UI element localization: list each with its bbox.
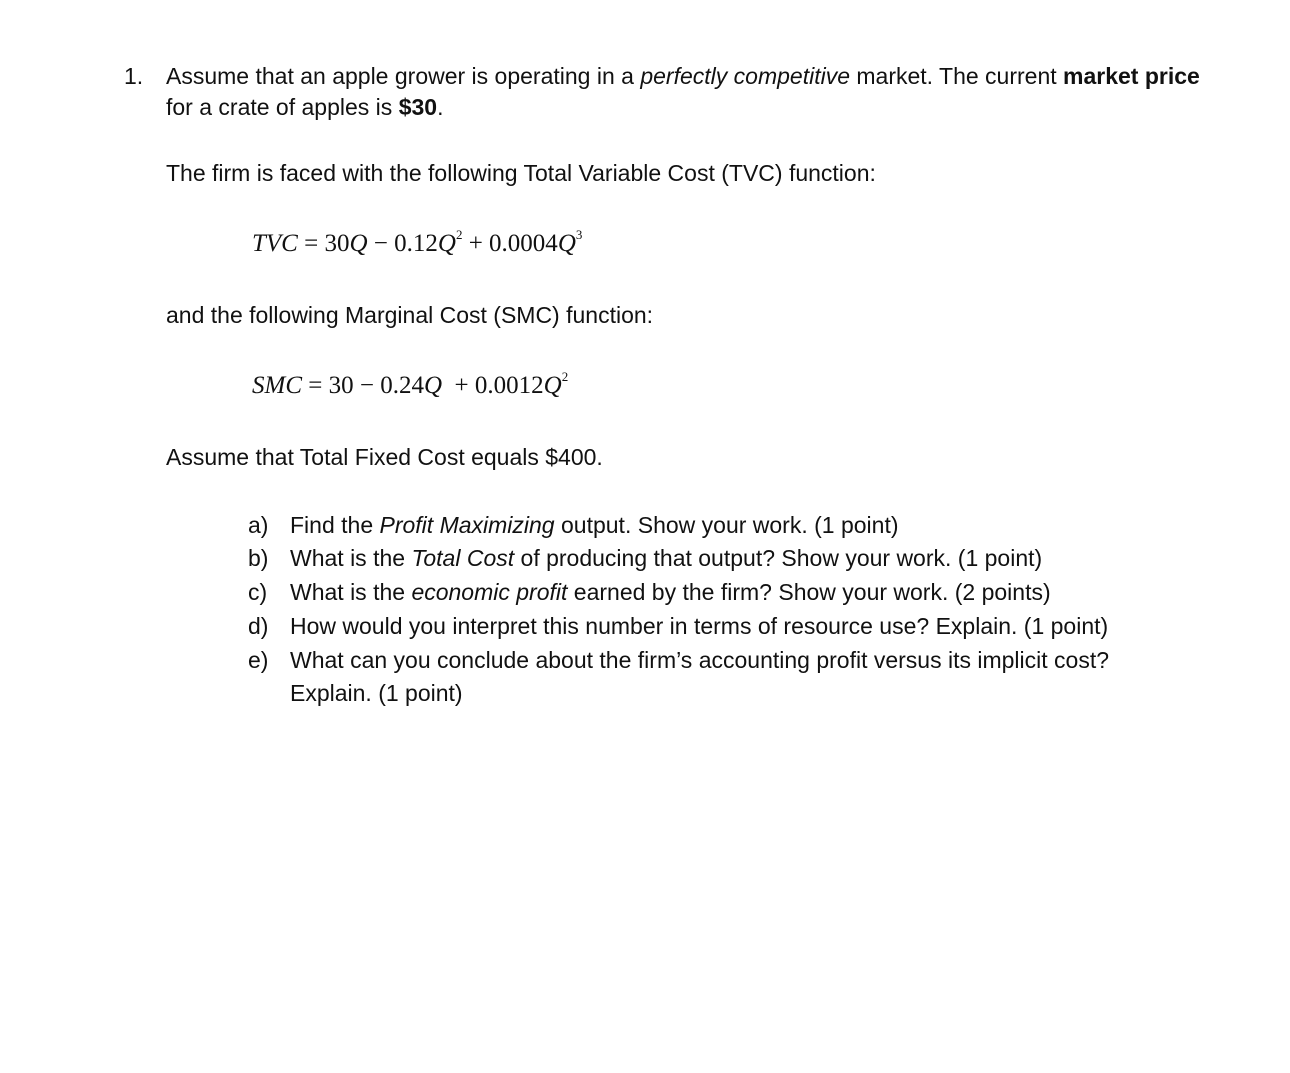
- part-b-label: b): [248, 545, 269, 571]
- part-c-italic: economic profit: [411, 579, 568, 605]
- part-b-text: [290, 543, 1042, 573]
- intro-text-4: .: [437, 94, 444, 120]
- part-a-label: a): [248, 512, 269, 538]
- part-b-post: of producing that output? Show your work. (1 point): [514, 545, 1043, 571]
- tvc-term2: − 0.12: [367, 230, 438, 257]
- part-b-italic: Total Cost: [411, 545, 515, 571]
- part-c-label: c): [248, 579, 268, 605]
- part-a-post: output. Show your work. (1 point): [554, 512, 899, 538]
- tfc-text: Assume that Total Fixed Cost equals $400.: [166, 444, 603, 470]
- intro-bold-price: $30: [398, 94, 438, 120]
- part-c-pre: What is the: [290, 579, 412, 605]
- tvc-q1: Q: [349, 230, 368, 257]
- tvc-equation: [252, 229, 582, 259]
- intro-line-2: [166, 92, 443, 122]
- part-a-italic: Profit Maximizing: [379, 512, 555, 538]
- intro-text-2: market. The current: [849, 63, 1064, 89]
- tvc-q2: Q: [437, 230, 456, 257]
- part-c-text: [290, 577, 1051, 607]
- part-e-label: e): [248, 647, 269, 673]
- tvc-exp3: 3: [575, 227, 583, 242]
- smc-term2: + 0.0012: [442, 372, 544, 399]
- part-d-text: How would you interpret this number in terms of resource use? Explain. (1 point): [290, 613, 1109, 639]
- part-b-pre: What is the: [290, 545, 412, 571]
- part-a-pre: Find the: [290, 512, 380, 538]
- intro-text-1: Assume that an apple grower is operating in a: [166, 63, 641, 89]
- intro-bold-market-price: market price: [1063, 63, 1200, 89]
- intro-text-3: for a crate of apples is: [166, 94, 399, 120]
- smc-q2: Q: [543, 372, 562, 399]
- tvc-intro: The firm is faced with the following Total Variable Cost (TVC) function:: [166, 160, 876, 186]
- smc-exp2: 2: [561, 369, 569, 384]
- smc-intro: and the following Marginal Cost (SMC) function:: [166, 302, 654, 328]
- tvc-op: = 30: [297, 230, 350, 257]
- smc-q1: Q: [423, 372, 443, 399]
- smc-op: = 30 − 0.24: [302, 372, 424, 399]
- intro-italic-perfectly-competitive: perfectly competitive: [640, 63, 850, 89]
- part-e-text: What can you conclude about the firm’s accounting profit versus its implicit cost?: [290, 647, 1110, 673]
- tvc-q3: Q: [557, 230, 576, 257]
- smc-equation: [252, 371, 568, 401]
- part-e-continuation: Explain. (1 point): [290, 680, 463, 706]
- intro-line-1: [166, 61, 1200, 91]
- tvc-lhs: TVC: [252, 230, 298, 257]
- tvc-term3: + 0.0004: [462, 230, 558, 257]
- smc-lhs: SMC: [252, 372, 302, 399]
- part-a-text: [290, 510, 899, 540]
- tvc-exp2: 2: [455, 227, 463, 242]
- question-number: 1.: [124, 63, 144, 89]
- part-c-post: earned by the firm? Show your work. (2 points): [567, 579, 1051, 605]
- part-d-label: d): [248, 613, 269, 639]
